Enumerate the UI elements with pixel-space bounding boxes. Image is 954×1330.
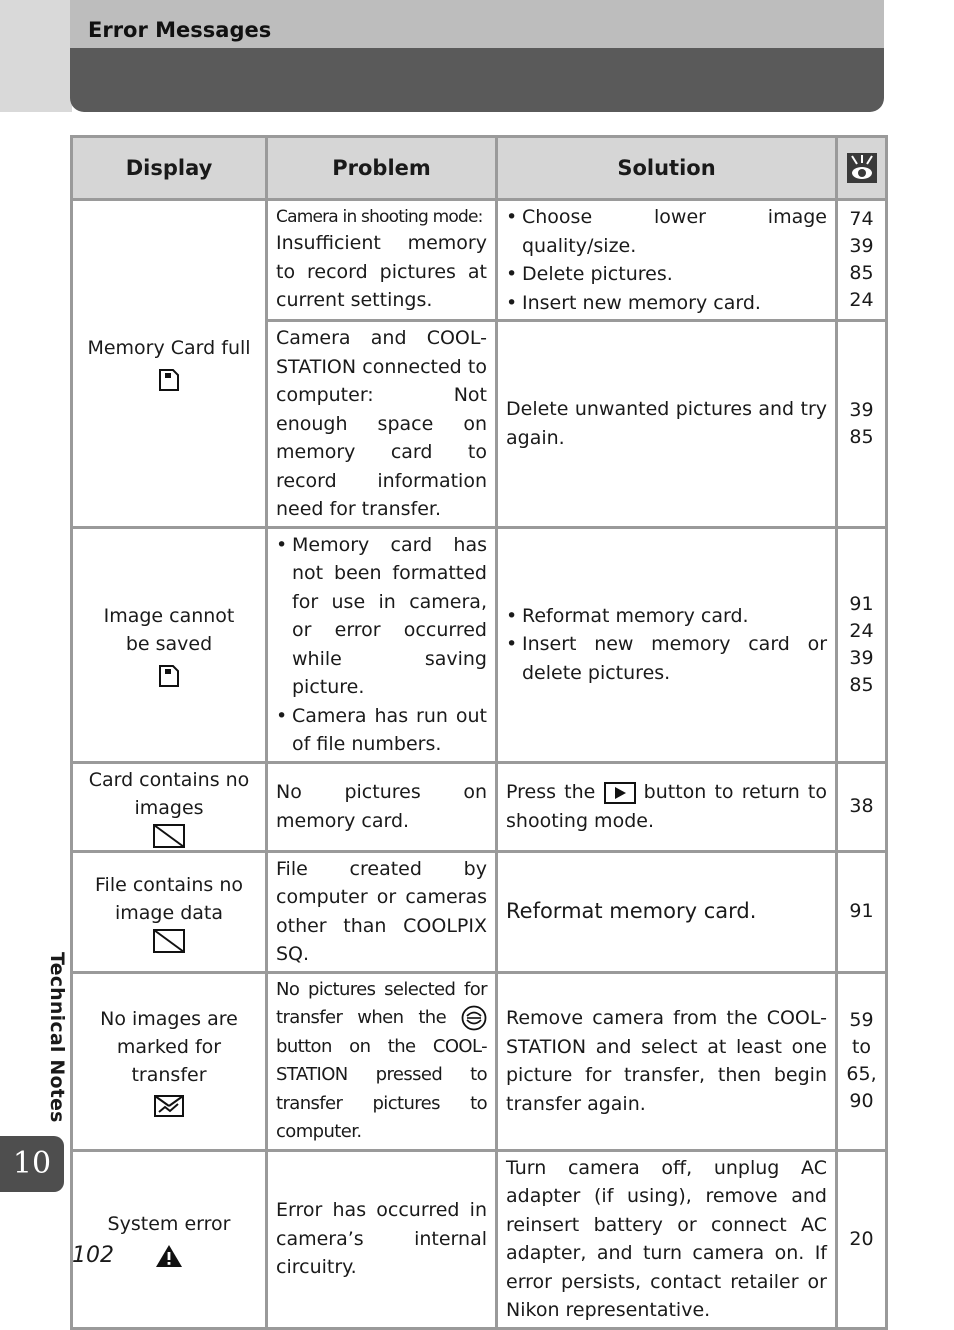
page-reference-cell: [837, 200, 887, 321]
section-title: Error Messages: [88, 18, 272, 42]
transfer-icon: [154, 1095, 184, 1117]
table-row: [72, 762, 887, 851]
page-ref: 24: [849, 289, 874, 311]
page-reference-cell: [837, 851, 887, 972]
display-label: Card contains no images: [88, 768, 250, 819]
solution-item: • Reformat memory card.: [506, 602, 827, 631]
playback-button-icon: [604, 782, 636, 804]
solution-cell: [497, 762, 837, 851]
problem-cell: [267, 527, 497, 762]
column-header-problem: Problem: [267, 137, 497, 200]
page-reference-cell: [837, 1150, 887, 1328]
transfer-button-icon: [461, 1005, 487, 1031]
display-label: No images are marked for transfer: [100, 1008, 238, 1086]
table-row: [72, 972, 887, 1150]
page-reference-cell: [837, 527, 887, 762]
table-header-row: [72, 137, 887, 200]
column-header-solution: Solution: [497, 137, 837, 200]
page-ref: 39: [849, 235, 874, 257]
page-number: 102: [72, 1243, 114, 1268]
problem-cell: [267, 972, 497, 1150]
solution-list: [506, 602, 827, 688]
page-ref: 85: [849, 673, 874, 696]
problem-text-after: button on the COOL-STATION pressed to transfer pictures to computer.: [276, 1035, 487, 1142]
display-cell: [72, 851, 267, 972]
display-cell: [72, 762, 267, 851]
problem-item: • Camera has run out of file numbers.: [276, 702, 487, 759]
display-cell: [72, 1150, 267, 1328]
table-row: [72, 851, 887, 972]
no-image-icon: [153, 929, 185, 953]
solution-cell: [497, 527, 837, 762]
problem-text-before: No pictures selected for transfer when the: [276, 978, 487, 1028]
page-ref: 20: [849, 1227, 874, 1250]
problem-cell: No pictures on memory card.: [267, 762, 497, 851]
page-ref: 91: [849, 592, 874, 615]
problem-lead: Camera in shooting mode:: [276, 207, 483, 228]
page-ref: 38: [849, 795, 874, 817]
reference-icon: [847, 153, 877, 183]
error-messages-table: [70, 135, 888, 1330]
problem-text: Insufficient memory to record pictures at current settings.: [276, 232, 487, 312]
solution-item: • Insert new memory card.: [506, 289, 827, 318]
page-ref: 85: [849, 425, 874, 448]
display-cell: [72, 200, 267, 528]
memory-card-icon: [157, 368, 181, 392]
problem-cell: [267, 200, 497, 321]
page-ref: 39: [849, 646, 874, 669]
solution-item: • Delete pictures.: [506, 260, 827, 289]
solution-text-before: Press the: [506, 781, 596, 803]
display-label: Memory Card full: [87, 337, 251, 360]
warning-icon: [155, 1244, 183, 1268]
no-image-icon: [153, 824, 185, 848]
problem-cell: File created by computer or cameras other than COOLPIX SQ.: [267, 851, 497, 972]
display-label: Image cannot be saved: [103, 604, 235, 655]
memory-card-icon: [157, 664, 181, 688]
page-ref: 85: [849, 262, 874, 284]
solution-item: • Choose lower image quality/size.: [506, 203, 827, 260]
solution-list: [506, 203, 827, 317]
problem-list: [276, 531, 487, 759]
column-header-reference: [837, 137, 887, 200]
solution-cell: Delete unwanted pictures and try again.: [497, 321, 837, 528]
display-cell: [72, 527, 267, 762]
chapter-number: 10: [0, 1136, 64, 1192]
page-ref: 24: [849, 619, 874, 642]
page-reference-cell: [837, 972, 887, 1150]
page-reference-cell: [837, 762, 887, 851]
page-reference-cell: [837, 321, 887, 528]
page-ref: 90: [849, 1090, 874, 1112]
page-ref: 39: [849, 398, 874, 421]
solution-cell: [497, 200, 837, 321]
table-row: [72, 1150, 887, 1328]
solution-cell: Turn camera off, unplug AC adapter (if using), remove and reinsert battery or connect AC adapter, and turn camera on. If error persists, contact retailer or Nikon representative.: [497, 1150, 837, 1328]
page-ref: 74: [849, 208, 874, 230]
display-cell: [72, 972, 267, 1150]
page-ref: 65,: [846, 1063, 877, 1085]
problem-cell: Error has occurred in camera’s internal circuitry.: [267, 1150, 497, 1328]
page-ref: to: [851, 1036, 872, 1058]
table-row: [72, 200, 887, 321]
side-section-label-text: Technical Notes: [46, 952, 68, 1123]
solution-text-after: button to return to shooting mode.: [506, 781, 828, 832]
problem-item: • Memory card has not been formatted for use in camera, or error occurred while saving picture.: [276, 531, 487, 702]
solution-cell: Reformat memory card.: [497, 851, 837, 972]
column-header-display: Display: [72, 137, 267, 200]
side-section-label: [28, 952, 68, 1132]
page-ref: 59: [849, 1009, 874, 1031]
solution-cell: Remove camera from the COOL-STATION and select at least one picture for transfer, then begin transfer again.: [497, 972, 837, 1150]
solution-item: • Insert new memory card or delete pictures.: [506, 630, 827, 687]
page-ref: 91: [849, 900, 874, 922]
display-label: File contains no image data: [95, 873, 243, 924]
display-label: System error: [107, 1213, 231, 1235]
problem-cell: Camera and COOL-STATION connected to computer: Not enough space on memory card to record information need for transfer.: [267, 321, 497, 528]
table-row: [72, 527, 887, 762]
corner-tab: [0, 0, 72, 112]
